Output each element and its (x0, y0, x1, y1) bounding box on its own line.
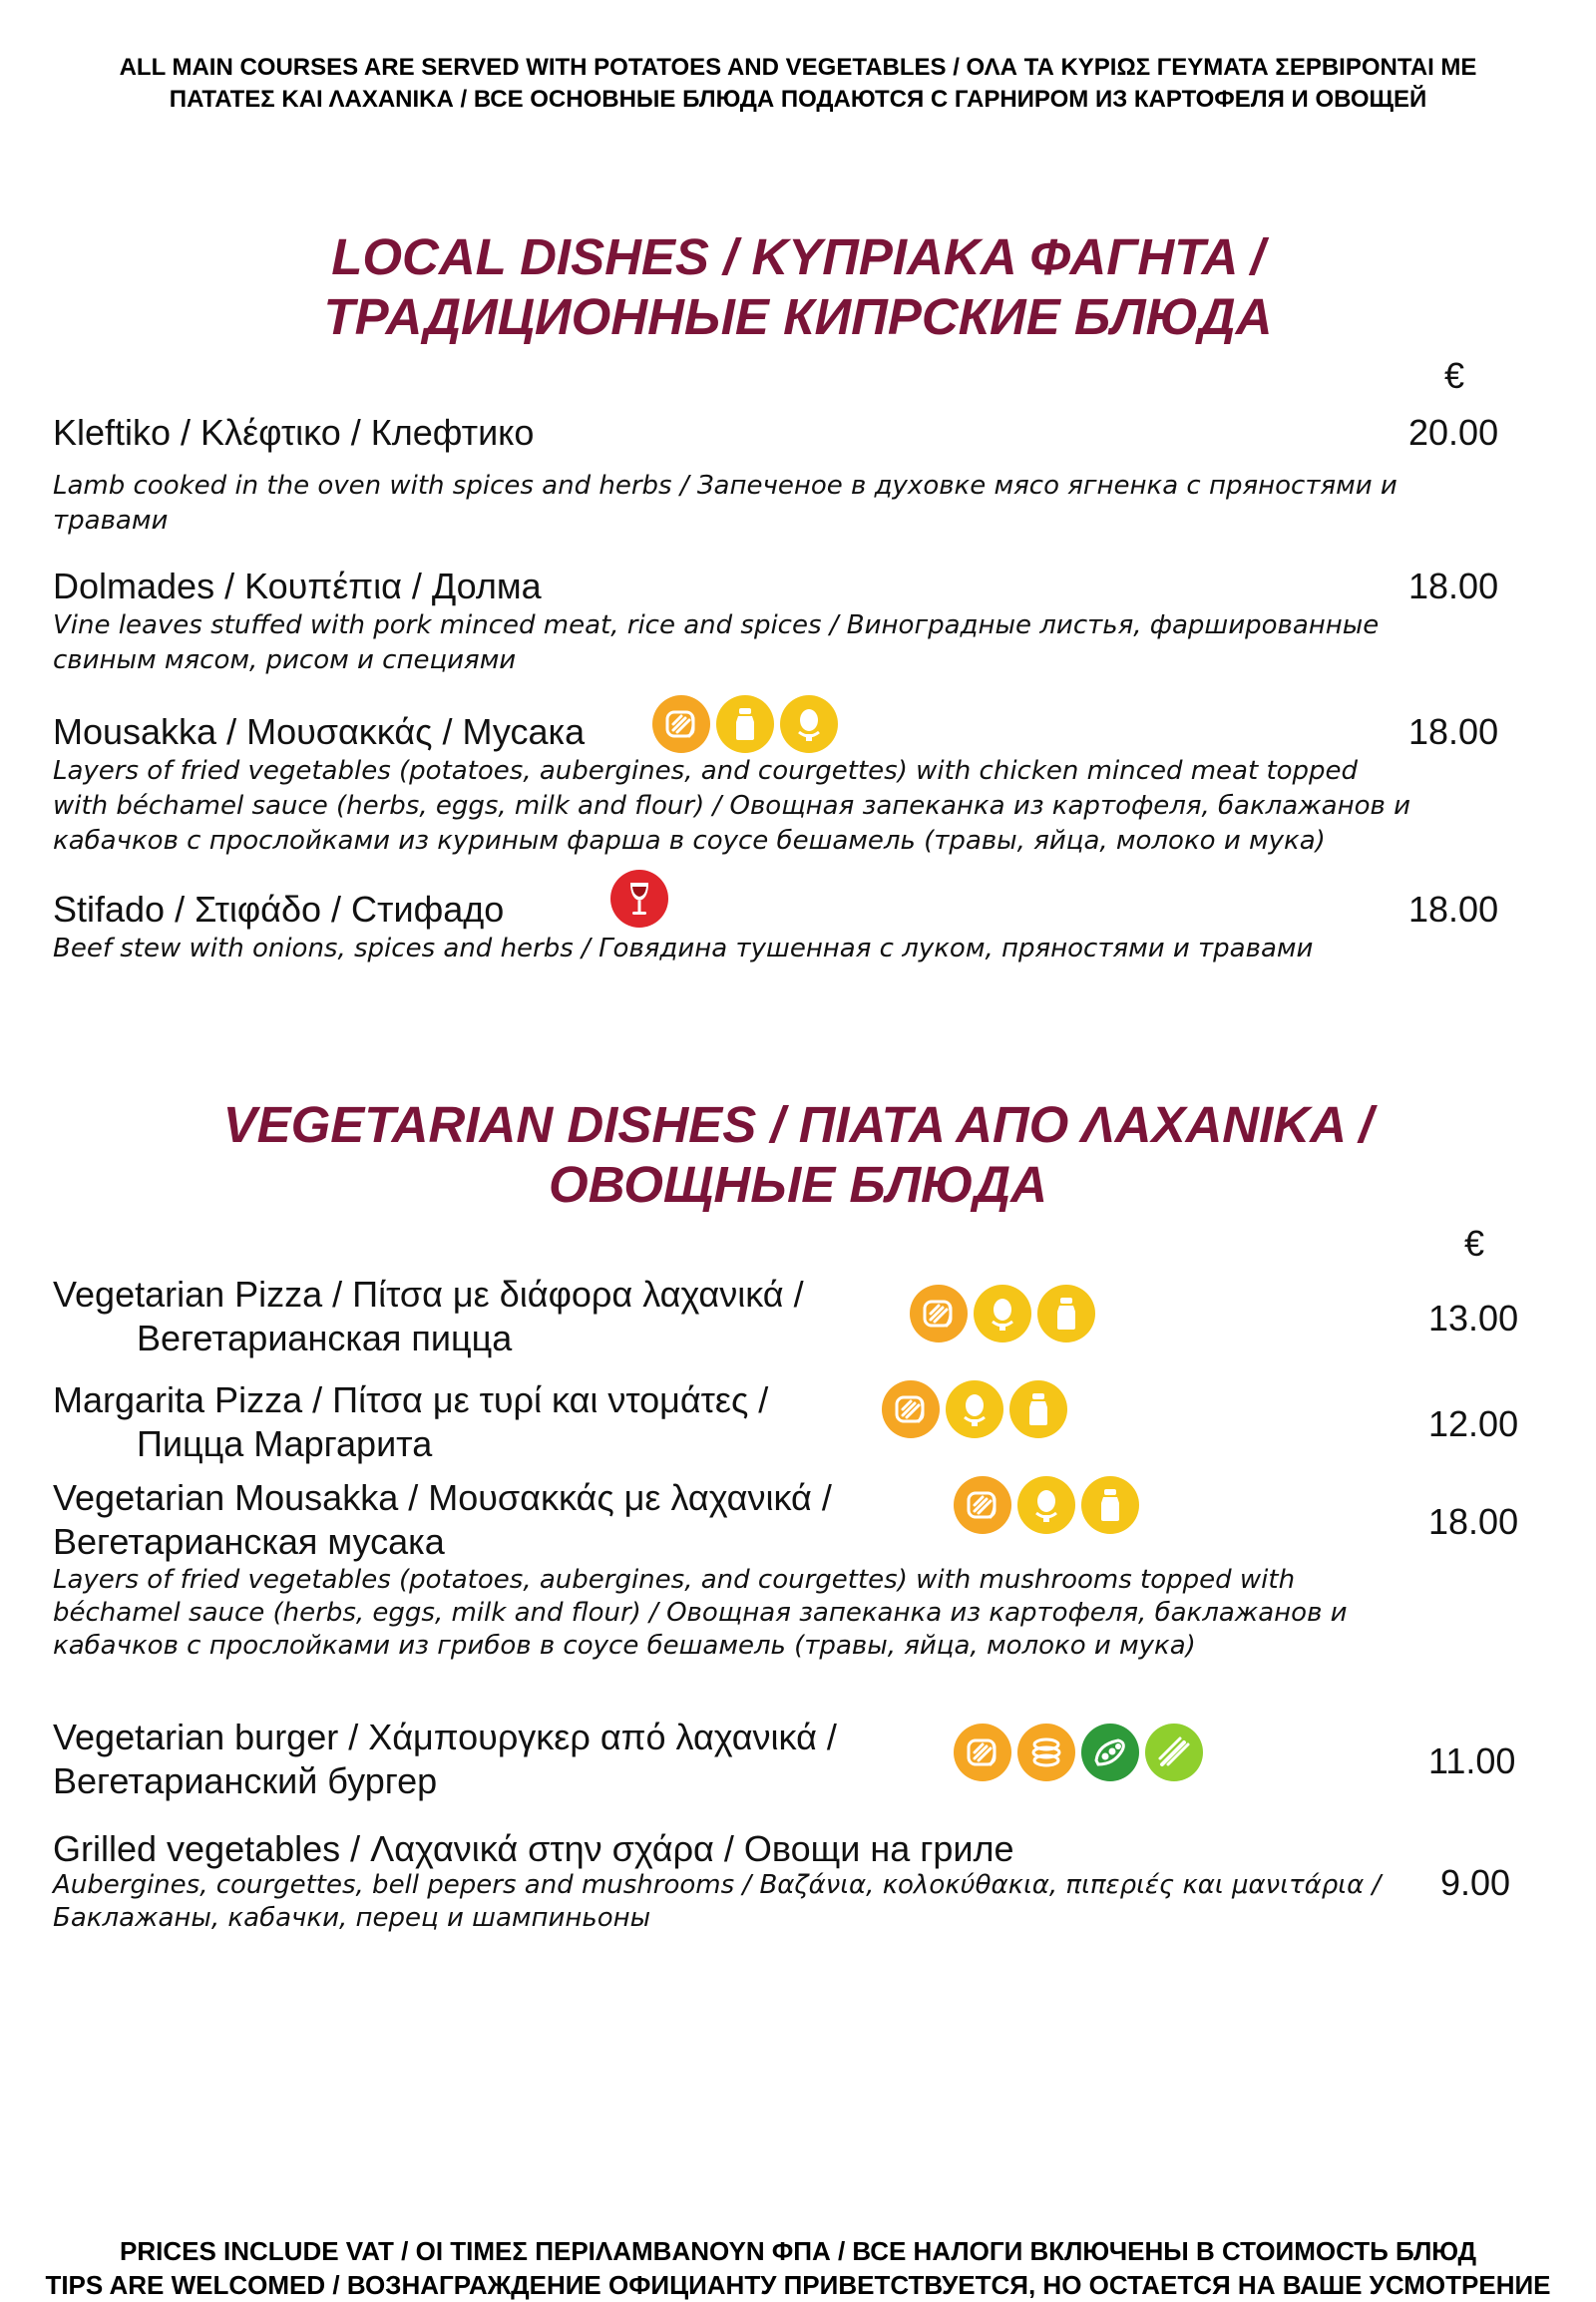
mousakka-allergen-icons (652, 695, 838, 753)
wine-icon (610, 870, 668, 928)
dish-name-vegetarian-mousakka (53, 1476, 832, 1564)
tips-notice: TIPS ARE WELCOMED / ВОЗНАГРАЖДЕНИЕ ОФИЦИАНТУ ПРИВЕТСТВУЕТСЯ, НО ОСТАЕТСЯ НА ВАШЕ УСМОТРЕНИЕ (45, 2270, 1551, 2300)
vegetarian-title-line-2: ОВОЩНЫЕ БЛЮДА (549, 1156, 1047, 1213)
stifado-allergen-icons (610, 870, 668, 928)
local-dishes-title (0, 227, 1596, 347)
price-mousakka: 18.00 (1408, 711, 1499, 752)
milk-icon (1081, 1476, 1139, 1534)
dish-name-vegetarian-burger (53, 1716, 837, 1803)
price-kleftiko: 20.00 (1408, 412, 1499, 453)
local-title-line-1: LOCAL DISHES / ΚΥΠΡΙΑΚΑ ΦΑΓΗΤΑ / (331, 228, 1265, 285)
desc-line: Баклажаны, кабачки, перец и шампиньоны (53, 1903, 651, 1933)
local-title-line-2: ТРАДИЦИОННЫЕ КИПРСКИЕ БЛЮДА (323, 288, 1273, 345)
dish-desc-stifado (53, 932, 1313, 966)
gluten-icon (882, 1380, 940, 1438)
dish-desc-mousakka (53, 754, 1410, 859)
gluten-icon (652, 695, 710, 753)
dish-name-mousakka: Mousakka / Μουσακκάς / Мусака (53, 711, 586, 752)
desc-line: кабачков с прослойками из грибов в соусе бешамель (травы, яйца, молоко и мука) (53, 1631, 1196, 1661)
dish-desc-dolmades (53, 608, 1379, 678)
vegetarian-mousakka-allergen-icons (954, 1476, 1139, 1534)
dish-name-grilled-vegetables: Grilled vegetables / Λαχανικά στην σχάρα / Овощи на гриле (53, 1828, 1014, 1869)
dish-name-kleftiko: Kleftiko / Κλέφτικο / Клефтико (53, 412, 535, 453)
vegetarian-pizza-allergen-icons (910, 1285, 1095, 1343)
desc-line: Lamb cooked in the oven with spices and herbs / Запеченое в духовке мясо ягненка с пряностями и (53, 471, 1397, 501)
vegetarian-burger-allergen-icons (954, 1724, 1203, 1781)
dish-name-dolmades: Dolmades / Κουπέπια / Долма (53, 566, 542, 606)
gluten-icon (954, 1724, 1011, 1781)
price-footer (20, 2234, 1576, 2302)
desc-line: béchamel sauce (herbs, eggs, milk and flour) / Овощная запеканка из картофеля, баклажанов и (53, 1598, 1348, 1628)
price-vegetarian-burger: 11.00 (1428, 1740, 1516, 1781)
price-vegetarian-pizza: 13.00 (1428, 1298, 1519, 1339)
egg-icon (780, 695, 838, 753)
vegetarian-title-line-1: VEGETARIAN DISHES / ΠΙΑΤΑ ΑΠΟ ΛΑΧΑΝΙΚΑ / (222, 1096, 1374, 1153)
milk-icon (1037, 1285, 1095, 1343)
name-line: Пицца Маргарита (137, 1423, 433, 1464)
egg-icon (1017, 1476, 1075, 1534)
gluten-icon (954, 1476, 1011, 1534)
vegetarian-dishes-title (0, 1095, 1596, 1215)
desc-line: Aubergines, courgettes, bell pepers and mushrooms / Βαζάνια, κολοκύθακια, πιπεριές και μανιτάρια / (53, 1870, 1382, 1900)
margarita-pizza-allergen-icons (882, 1380, 1067, 1438)
vegetarian-currency-symbol: € (1464, 1223, 1485, 1264)
celery-icon (1145, 1724, 1203, 1781)
desc-line: свиным мясом, рисом и специями (53, 645, 517, 675)
dish-desc-kleftiko (53, 469, 1397, 539)
notice-line-1: ALL MAIN COURSES ARE SERVED WITH POTATOES AND VEGETABLES / ΟΛΑ ΤΑ ΚΥΡΙΩΣ ΓΕΥΜΑΤΑ ΣΕΡΒΙΡΟΝΤΑΙ ΜΕ (119, 54, 1477, 81)
name-line: Vegetarian burger / Χάμπουργκερ από λαχανικά / (53, 1717, 837, 1757)
milk-icon (716, 695, 774, 753)
dish-name-margarita-pizza (53, 1378, 768, 1466)
notice-line-2: ΠΑΤΑΤΕΣ ΚΑΙ ΛΑΧΑΝΙΚΑ / ВСЕ ОСНОВНЫЕ БЛЮДА ПОДАЮТСЯ С ГАРНИРОМ ИЗ КАРТОФЕЛЯ И ОВОЩЕЙ (169, 86, 1427, 113)
price-vegetarian-mousakka: 18.00 (1428, 1501, 1519, 1542)
egg-icon (974, 1285, 1031, 1343)
desc-line: with béchamel sauce (herbs, eggs, milk and flour) / Овощная запеканка из картофеля, баклажанов и (53, 791, 1410, 821)
name-line: Вегетарианская мусака (53, 1521, 445, 1562)
dish-name-stifado: Stifado / Στιφάδο / Стифадо (53, 889, 505, 930)
price-margarita-pizza: 12.00 (1428, 1403, 1519, 1444)
desc-line: Layers of fried vegetables (potatoes, aubergines, and courgettes) with mushrooms topped with (53, 1565, 1296, 1595)
desc-line: травами (53, 506, 169, 536)
sesame-icon (1017, 1724, 1075, 1781)
dish-desc-vegetarian-mousakka (53, 1564, 1348, 1663)
name-line: Margarita Pizza / Πίτσα με τυρί και ντομάτες / (53, 1379, 769, 1420)
egg-icon (946, 1380, 1003, 1438)
desc-line: Beef stew with onions, spices and herbs / Говядина тушенная с луком, пряностями и травами (53, 934, 1314, 963)
soy-icon (1081, 1724, 1139, 1781)
name-line: Vegetarian Pizza / Πίτσα με διάφορα λαχανικά / (53, 1274, 804, 1315)
local-currency-symbol: € (1444, 355, 1465, 396)
price-dolmades: 18.00 (1408, 566, 1499, 606)
price-grilled-vegetables: 9.00 (1440, 1862, 1511, 1903)
gluten-icon (910, 1285, 968, 1343)
dish-name-vegetarian-pizza (53, 1273, 804, 1360)
desc-line: кабачков с прослойками из куриным фарша в соусе бешамель (травы, яйца, молоко и мука) (53, 826, 1326, 856)
milk-icon (1009, 1380, 1067, 1438)
name-line: Вегетарианская пицца (137, 1318, 513, 1358)
name-line: Вегетарианский бургер (53, 1760, 438, 1801)
name-line: Vegetarian Mousakka / Μουσακκάς με λαχανικά / (53, 1477, 832, 1518)
vat-notice: PRICES INCLUDE VAT / ΟΙ ΤΙΜΕΣ ΠΕΡΙΛΑΜΒΑΝΟΥΝ ΦΠΑ / ВСЕ НАЛОГИ ВКЛЮЧЕНЫ В СТОИМОСТЬ БЛЮД (120, 2236, 1476, 2266)
dish-desc-grilled-vegetables (53, 1869, 1381, 1935)
main-course-notice (20, 52, 1576, 116)
price-stifado: 18.00 (1408, 889, 1499, 930)
desc-line: Vine leaves stuffed with pork minced meat, rice and spices / Виноградные листья, фаршированные (53, 610, 1380, 640)
desc-line: Layers of fried vegetables (potatoes, aubergines, and courgettes) with chicken minced meat topped (53, 756, 1359, 786)
